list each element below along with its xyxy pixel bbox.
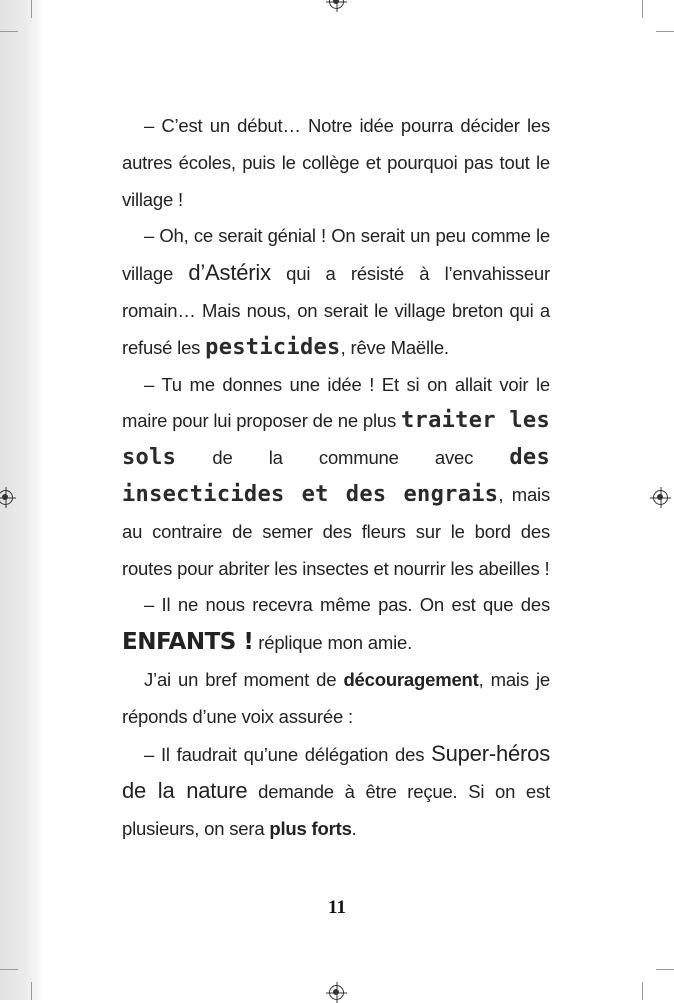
emphasis-text: plus forts — [269, 818, 352, 840]
emphasis-text: traiter les sols — [122, 408, 550, 471]
registration-mark-icon — [653, 490, 668, 505]
emphasis-text: Super-héros de la nature — [122, 740, 550, 804]
text-run: – Il faudrait qu’une délégation des — [144, 743, 432, 765]
text-run: demande à être reçue. Si on est plusieurs, on sera — [122, 781, 550, 840]
paragraph — [122, 218, 550, 366]
paragraph — [122, 662, 550, 736]
crop-mark — [656, 969, 674, 970]
text-run: – C’est un début… Notre idée pourra décider les autres écoles, puis le collège et pourquoi pas tout le village ! — [122, 115, 550, 210]
paragraph — [122, 367, 550, 588]
text-run: – Oh, ce serait génial ! On serait un peu comme le village — [122, 225, 550, 285]
paragraph — [122, 736, 550, 848]
crop-mark — [642, 0, 643, 18]
emphasis-text: ENFANTS ! — [122, 629, 254, 656]
text-run: de la commune avec — [176, 447, 510, 469]
emphasis-text: découragement — [343, 668, 479, 690]
text-run: , rêve Maëlle. — [340, 336, 449, 358]
crop-mark — [0, 31, 18, 32]
crop-mark — [642, 982, 643, 1000]
crop-mark — [31, 982, 32, 1000]
crop-mark — [31, 0, 32, 18]
page-number: 11 — [328, 897, 346, 918]
registration-mark-icon — [329, 985, 344, 1000]
text-run: , mais au contraire de semer des fleurs sur le bord des routes pour abriter les insectes et nourrir les abeilles ! — [122, 483, 551, 579]
emphasis-text: d’Astérix — [188, 260, 271, 286]
paragraph — [122, 587, 550, 662]
paragraph — [122, 108, 550, 218]
text-run: – Tu me donnes une idée ! Et si on allait voir le maire pour lui proposer de ne plus — [122, 373, 550, 432]
registration-mark-icon — [329, 0, 344, 9]
crop-mark — [0, 969, 18, 970]
text-run: , mais je réponds d’une voix assurée : — [122, 668, 550, 727]
text-run: réplique mon amie. — [253, 632, 413, 654]
emphasis-text: des insecticides et des engrais — [122, 445, 550, 507]
text-run: J’ai un bref moment de — [144, 668, 344, 690]
text-run: qui a résisté à l’envahisseur romain… Mais nous, on serait le village breton qui a refusé les — [122, 263, 550, 358]
emphasis-text: pesticides — [205, 334, 341, 360]
crop-mark — [656, 31, 674, 32]
text-run: . — [351, 818, 357, 840]
page-body-text — [122, 108, 550, 848]
text-run: – Il ne nous recevra même pas. On est que des — [144, 594, 550, 616]
